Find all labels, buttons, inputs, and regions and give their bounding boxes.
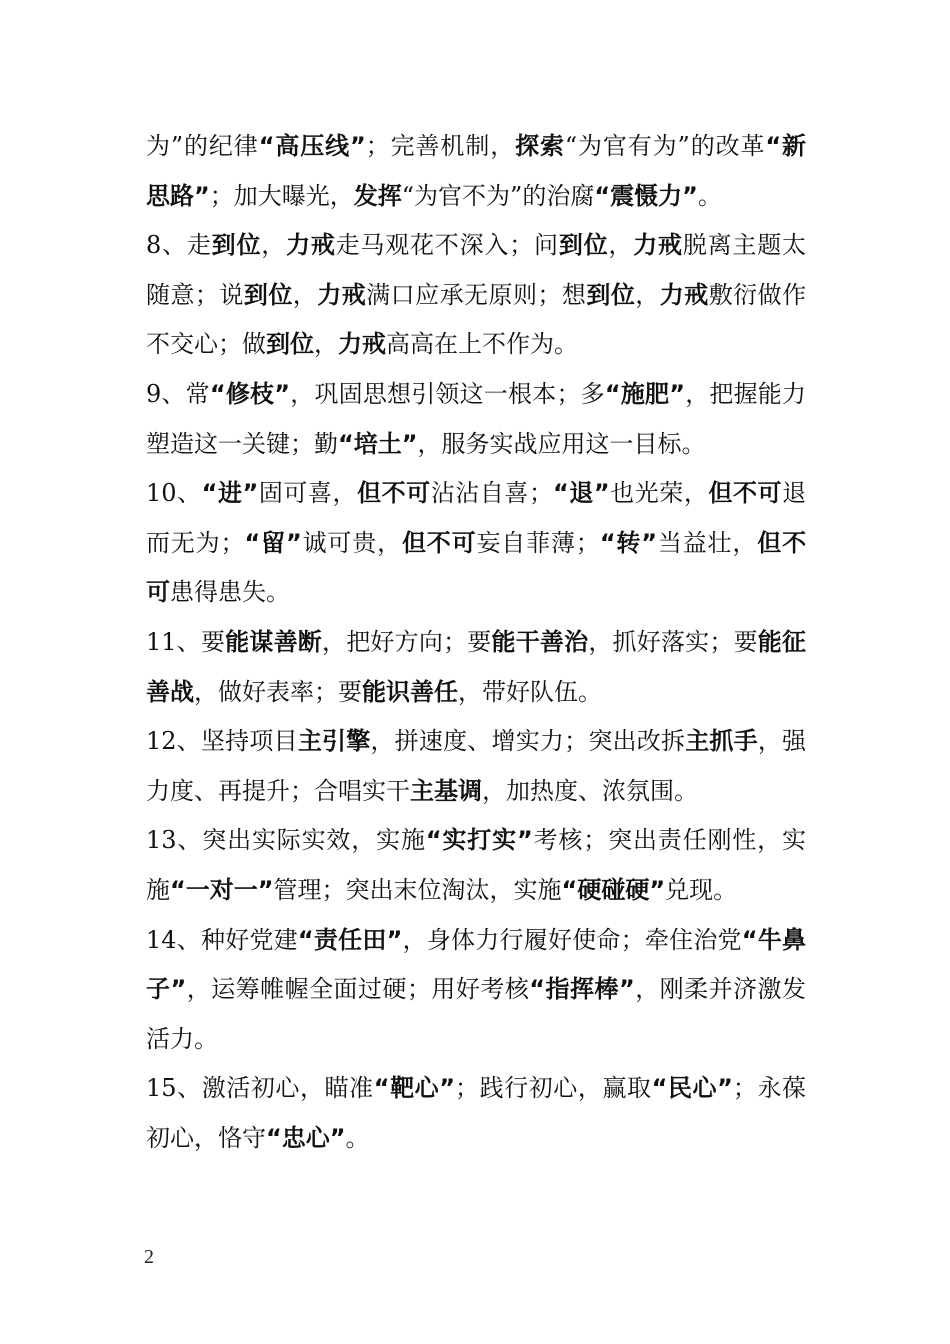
text-run: 15、激活初心，瞄准 <box>146 1074 374 1103</box>
bold-text: 能识善任 <box>362 677 458 706</box>
bold-text: 主引擎 <box>297 727 371 756</box>
text-run: ；加大曝光， <box>209 181 354 210</box>
text-run: 患得患失。 <box>170 578 290 607</box>
text-run: ，做好表率；要 <box>194 677 362 706</box>
text-run: 。 <box>697 181 722 210</box>
bold-text: “转” <box>599 528 658 557</box>
text-run: ，强力度、再提升；合唱实干 <box>146 727 807 805</box>
bold-text: 能干善治 <box>491 627 589 656</box>
text-run: ，把握能力塑造这一关键；勤 <box>146 379 807 458</box>
text-run: ，运筹帷幄全面过硬；用好考核 <box>186 975 530 1004</box>
bold-text: “施肥” <box>604 379 685 408</box>
bold-text: 到位 <box>211 231 262 260</box>
text-run: ，刚柔并济激发活力。 <box>146 975 807 1053</box>
bold-text: “新思路” <box>146 132 807 210</box>
document-body <box>146 122 806 1163</box>
text-run: ，拼速度、增实力；突出改拆 <box>370 727 686 756</box>
text-run: 满口应承无原则；想 <box>366 280 587 309</box>
bold-text: 主抓手 <box>685 727 758 756</box>
bold-text: 但不可 <box>708 479 783 508</box>
text-run: ，把好方向；要 <box>322 627 492 656</box>
text-run: ，巩固思想引领这一根本；多 <box>290 379 605 408</box>
text-run: 14、种好党建 <box>146 925 298 954</box>
bold-text: 力戒 <box>338 330 386 359</box>
bold-text: 发挥 <box>353 181 402 210</box>
text-run: ， <box>314 330 338 359</box>
paragraph <box>146 618 806 717</box>
text-run: 也光荣， <box>609 479 709 508</box>
text-run: “为官有为”的改革 <box>564 132 766 160</box>
text-run: 敷衍做作不交心；做 <box>146 280 807 359</box>
text-run: 沾沾自喜； <box>430 479 553 508</box>
text-run: 13、突出实际实效，实施 <box>146 826 426 855</box>
text-run: ，带好队伍。 <box>458 677 602 706</box>
text-run: 管理；突出末位淘汰，实施 <box>273 875 562 904</box>
bold-text: “震慑力” <box>594 181 698 210</box>
text-run: 诚可贵， <box>301 528 402 557</box>
bold-text: 到位 <box>243 280 293 309</box>
bold-text: 力戒 <box>286 231 336 260</box>
text-run: 10、 <box>146 479 202 508</box>
bold-text: 但不可 <box>401 528 477 557</box>
bold-text: 但不可 <box>357 479 431 508</box>
bold-text: “修枝” <box>209 379 291 408</box>
bold-text: 到位 <box>266 330 314 359</box>
paragraph <box>146 816 806 915</box>
text-run: ；永葆初心，恪守 <box>146 1074 807 1152</box>
bold-text: “实打实” <box>425 826 533 855</box>
bold-text: “忠心” <box>266 1123 346 1152</box>
bold-text: 主基调 <box>410 776 482 805</box>
bold-text: “培土” <box>338 429 418 458</box>
text-run: ， <box>608 231 634 260</box>
text-run: 退而无为； <box>146 479 807 557</box>
text-run: ， <box>261 231 287 260</box>
text-run: 固可喜， <box>258 479 358 508</box>
text-run: ，加热度、浓氛围。 <box>482 776 698 805</box>
text-run: ，身体力行履好使命；牵住治党 <box>402 925 742 954</box>
paragraph <box>146 122 806 221</box>
text-run: 9、常 <box>146 379 210 408</box>
text-run: ，服务实战应用这一目标。 <box>417 429 706 458</box>
bold-text: “退” <box>552 479 610 508</box>
text-run: 考核；突出责任刚性，实施 <box>146 826 807 904</box>
page-number: 2 <box>144 1246 154 1268</box>
text-run: 8、走 <box>146 231 212 260</box>
text-run: 脱离主题太随意；说 <box>146 231 806 309</box>
text-run: 12、坚持项目 <box>146 727 298 756</box>
bold-text: “牛鼻子” <box>146 925 807 1004</box>
paragraph <box>146 1064 806 1163</box>
bold-text: “靶心” <box>373 1074 455 1103</box>
text-run: 高高在上不作为。 <box>386 330 578 359</box>
bold-text: “一对一” <box>170 875 274 904</box>
bold-text: 力戒 <box>317 280 367 309</box>
text-run: 为”的纪律 <box>146 132 259 160</box>
text-run: 。 <box>345 1123 370 1152</box>
text-run: 当益壮， <box>657 528 758 557</box>
text-run: 妄自菲薄； <box>476 528 600 557</box>
text-run: ， <box>292 280 318 309</box>
paragraph <box>146 717 806 816</box>
bold-text: 能征善战 <box>146 627 807 706</box>
paragraph <box>146 221 806 370</box>
paragraph <box>146 370 806 469</box>
text-run: “为官不为”的治腐 <box>401 181 595 210</box>
bold-text: “民心” <box>651 1074 733 1103</box>
bold-text: 力戒 <box>633 231 683 260</box>
bold-text: “高压线” <box>258 132 366 160</box>
bold-text: 力戒 <box>659 280 709 309</box>
text-run: ；完善机制， <box>365 132 516 160</box>
bold-text: 到位 <box>586 280 636 309</box>
text-run: 走马观花不深入；问 <box>335 231 559 260</box>
paragraph <box>146 469 806 618</box>
text-run: ，抓好落实；要 <box>588 627 758 656</box>
text-run: ， <box>635 280 660 309</box>
bold-text: “进” <box>201 479 259 508</box>
text-run: 11、要 <box>146 627 226 656</box>
bold-text: 到位 <box>558 231 609 260</box>
bold-text: “指挥棒” <box>529 975 635 1004</box>
text-run: 兑现。 <box>665 875 738 904</box>
bold-text: 探索 <box>515 132 565 160</box>
bold-text: 能谋善断 <box>225 627 323 656</box>
bold-text: “留” <box>244 528 302 557</box>
bold-text: 但不可 <box>146 528 807 607</box>
paragraph <box>146 916 806 1065</box>
text-run: ；践行初心，赢取 <box>455 1074 652 1103</box>
bold-text: “责任田” <box>297 925 403 954</box>
bold-text: “硬碰硬” <box>561 875 666 904</box>
